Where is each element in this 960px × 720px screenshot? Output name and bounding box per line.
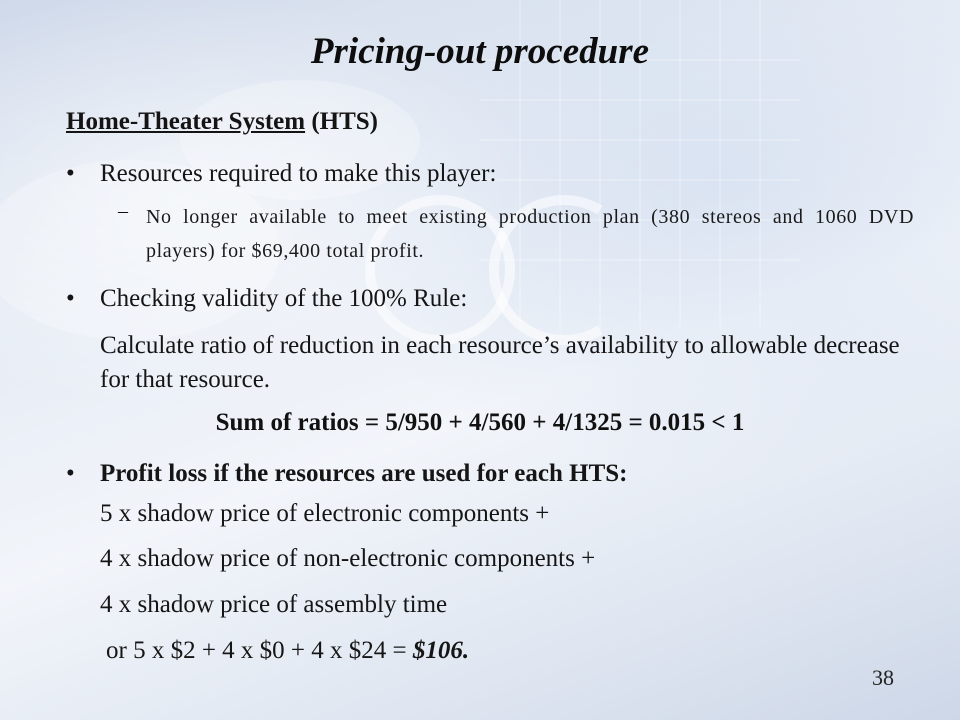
sum-of-ratios-formula: Sum of ratios = 5/950 + 4/560 + 4/1325 = 0.015 < 1 — [215, 409, 745, 436]
bullet-dot: • — [66, 160, 75, 187]
ratio-explanation: Calculate ratio of reduction in each resource’s availability to allowable decrease for that resource. — [100, 332, 900, 393]
subtitle-system-name: Home-Theater System — [66, 108, 306, 135]
subtitle-abbrev: (HTS) — [311, 108, 378, 135]
bullet-dot: • — [66, 285, 75, 312]
profit-line-assembly: 4 x shadow price of assembly time — [100, 591, 448, 618]
profit-line-non-electronic: 4 x shadow price of non-electronic components + — [100, 545, 596, 572]
page-number: 38 — [872, 665, 894, 690]
dash-marker: – — [118, 200, 128, 222]
slide-subtitle — [66, 108, 378, 136]
profit-result — [106, 637, 469, 665]
profit-result-expression: or 5 x $2 + 4 x $0 + 4 x $24 = — [106, 637, 413, 664]
profit-result-value: $106. — [412, 637, 470, 664]
sub-bullet-text: No longer available to meet existing production plan (380 stereos and 1060 DVD players) for $69,400 total profit. — [146, 206, 914, 262]
bullet-profit-loss: Profit loss if the resources are used for each HTS: — [100, 460, 628, 487]
profit-line-electronic: 5 x shadow price of electronic components + — [100, 500, 550, 527]
bullet-dot: • — [66, 460, 75, 487]
bullet-resources: Resources required to make this player: — [100, 160, 497, 187]
slide-title: Pricing-out procedure — [310, 31, 650, 72]
bullet-validity: Checking validity of the 100% Rule: — [100, 285, 468, 312]
